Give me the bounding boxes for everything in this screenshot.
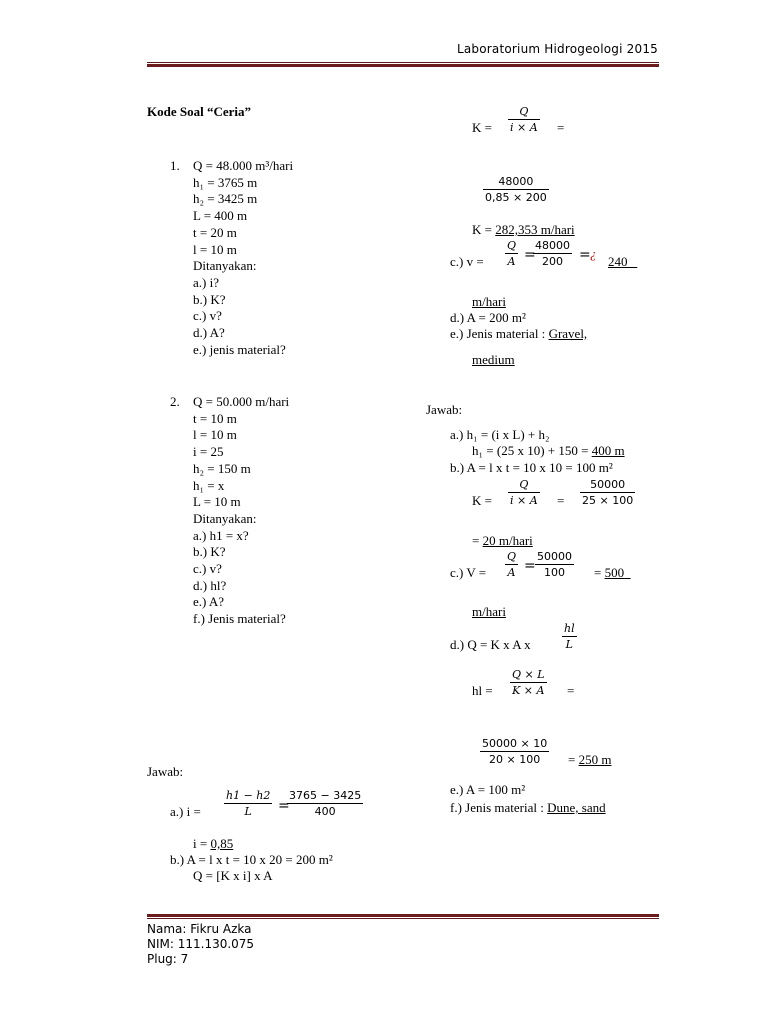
footer-rule: [147, 913, 659, 919]
answer-label-1: Jawab:: [147, 764, 184, 779]
list-item: Ditanyakan:: [193, 510, 257, 526]
fraction-q-over-ia-2: $\frac{Q}{i \times A}$: [510, 478, 538, 507]
list-item: i = 25: [193, 444, 224, 460]
i-result: i = 0,85: [193, 836, 234, 851]
fraction-500000-over-2000: $\frac{50000 \times 10}{20 \times 100}$: [482, 737, 548, 766]
hl-equals: =: [567, 683, 575, 698]
answer-a-label: a.) i =: [170, 804, 201, 819]
v2-unit: m/hari: [472, 604, 506, 619]
list-item: t = 20 m: [193, 224, 237, 240]
list-item: l = 10 m: [193, 241, 237, 257]
list-item: h₂ = 150 m: [193, 460, 251, 476]
fraction-48000-over-200: $\frac{48000}{200}$: [535, 239, 570, 268]
v2-result: = 500: [594, 565, 625, 580]
list-item: f.) Jenis material?: [193, 611, 286, 627]
header-rule: [147, 62, 659, 67]
list-item: e.) jenis material?: [193, 341, 286, 357]
problem-1-number: 1.: [170, 158, 180, 173]
list-item: d.) hl?: [193, 577, 227, 593]
list-item: Q = 50.000 m/hari: [193, 394, 290, 409]
question-code-heading: Kode Soal “Ceria”: [147, 104, 251, 119]
list-item: h₁ = x: [193, 477, 225, 493]
hl-label: hl =: [472, 683, 493, 698]
v-unit: m/hari: [472, 294, 506, 309]
answer-label-2: Jawab:: [426, 402, 463, 417]
fraction-q-over-ia: $\frac{Q}{i \times A}$: [510, 105, 538, 134]
answer-2b-line: b.) A = l x t = 10 x 10 = 100 m²: [450, 460, 613, 475]
list-item: L = 400 m: [193, 208, 248, 224]
answer-2c-label: c.) V =: [450, 565, 487, 580]
footer-nim: NIM: 111.130.075: [147, 937, 255, 951]
k-result: K = 282,353 m/hari: [472, 222, 575, 237]
v-result: 240: [608, 254, 628, 269]
fraction-50000-over-2500: $\frac{50000}{25 \times 100}$: [582, 478, 634, 507]
answer-e-line: e.) Jenis material : Gravel,: [450, 326, 588, 341]
fraction-48000-over: $\frac{48000}{0,85 \times 200}$: [485, 175, 547, 204]
list-item: Ditanyakan:: [193, 258, 257, 274]
answer-2a-line1: a.) h₁ = (i x L) + h₂: [450, 427, 550, 442]
list-item: d.) A?: [193, 325, 225, 340]
answer-2f-line: f.) Jenis material : Dune, sand: [450, 800, 606, 815]
fraction-ql-over-ka: $\frac{Q \times L}{K \times A}$: [512, 668, 545, 697]
list-item: b.) K?: [193, 544, 226, 560]
material-medium: medium: [472, 352, 515, 367]
equals-sign: =: [579, 247, 591, 263]
problem-2-number: 2.: [170, 394, 180, 409]
list-item: a.) i?: [193, 274, 219, 290]
list-item: t = 10 m: [193, 410, 237, 426]
hl-result: = 250 m: [568, 752, 612, 767]
list-item: c.) v?: [193, 308, 222, 324]
list-item: Q = 48.000 m³/hari: [193, 158, 294, 173]
equals-sign: =: [524, 247, 536, 263]
fraction-50000-over-100: $\frac{50000}{100}$: [537, 550, 572, 579]
list-item: h₂ = 3425 m: [193, 191, 258, 207]
footer-plug: Plug: 7: [147, 952, 189, 966]
answer-2e-line: e.) A = 100 m²: [450, 782, 526, 797]
list-item: L = 10 m: [193, 494, 241, 510]
fraction-q-over-a: $\frac{Q}{A}$: [507, 239, 517, 268]
red-symbol: ¿: [590, 246, 597, 261]
answer-2d-label: d.) Q = K x A x: [450, 637, 531, 652]
fraction-h1-h2-over-L: $\frac{h1 - h2}{L}$: [226, 789, 271, 818]
page-header: Laboratorium Hidrogeologi 2015: [456, 42, 658, 56]
list-item: c.) v?: [193, 561, 222, 576]
list-item: h₁ = 3765 m: [193, 174, 258, 190]
list-item: l = 10 m: [193, 427, 237, 443]
q-formula: Q = [K x i] x A: [193, 868, 273, 883]
fraction-q-over-a-2: $\frac{Q}{A}$: [507, 550, 517, 579]
k2-result: = 20 m/hari: [472, 533, 533, 548]
fraction-numeric: $\frac{3765 - 3425}{400}$: [289, 789, 362, 818]
k2-label: K =: [472, 493, 492, 508]
answer-2a-line2: h₁ = (25 x 10) + 150 = 400 m: [472, 443, 625, 458]
list-item: e.) A?: [193, 594, 225, 610]
k2-equals: =: [557, 493, 565, 508]
answer-c-label: c.) v =: [450, 254, 484, 269]
list-item: b.) K?: [193, 291, 226, 307]
answer-d-line: d.) A = 200 m²: [450, 310, 526, 325]
k-equals: =: [557, 120, 565, 135]
k-formula-label: K =: [472, 120, 492, 135]
fraction-hl-over-L: $\frac{hl}{L}$: [564, 622, 575, 651]
footer-name: Nama: Fikru Azka: [147, 922, 252, 936]
answer-b-line: b.) A = l x t = 10 x 20 = 200 m²: [170, 852, 333, 867]
list-item: a.) h1 = x?: [193, 527, 249, 543]
equals-sign: =: [524, 558, 536, 574]
equals-sign: =: [278, 798, 290, 814]
